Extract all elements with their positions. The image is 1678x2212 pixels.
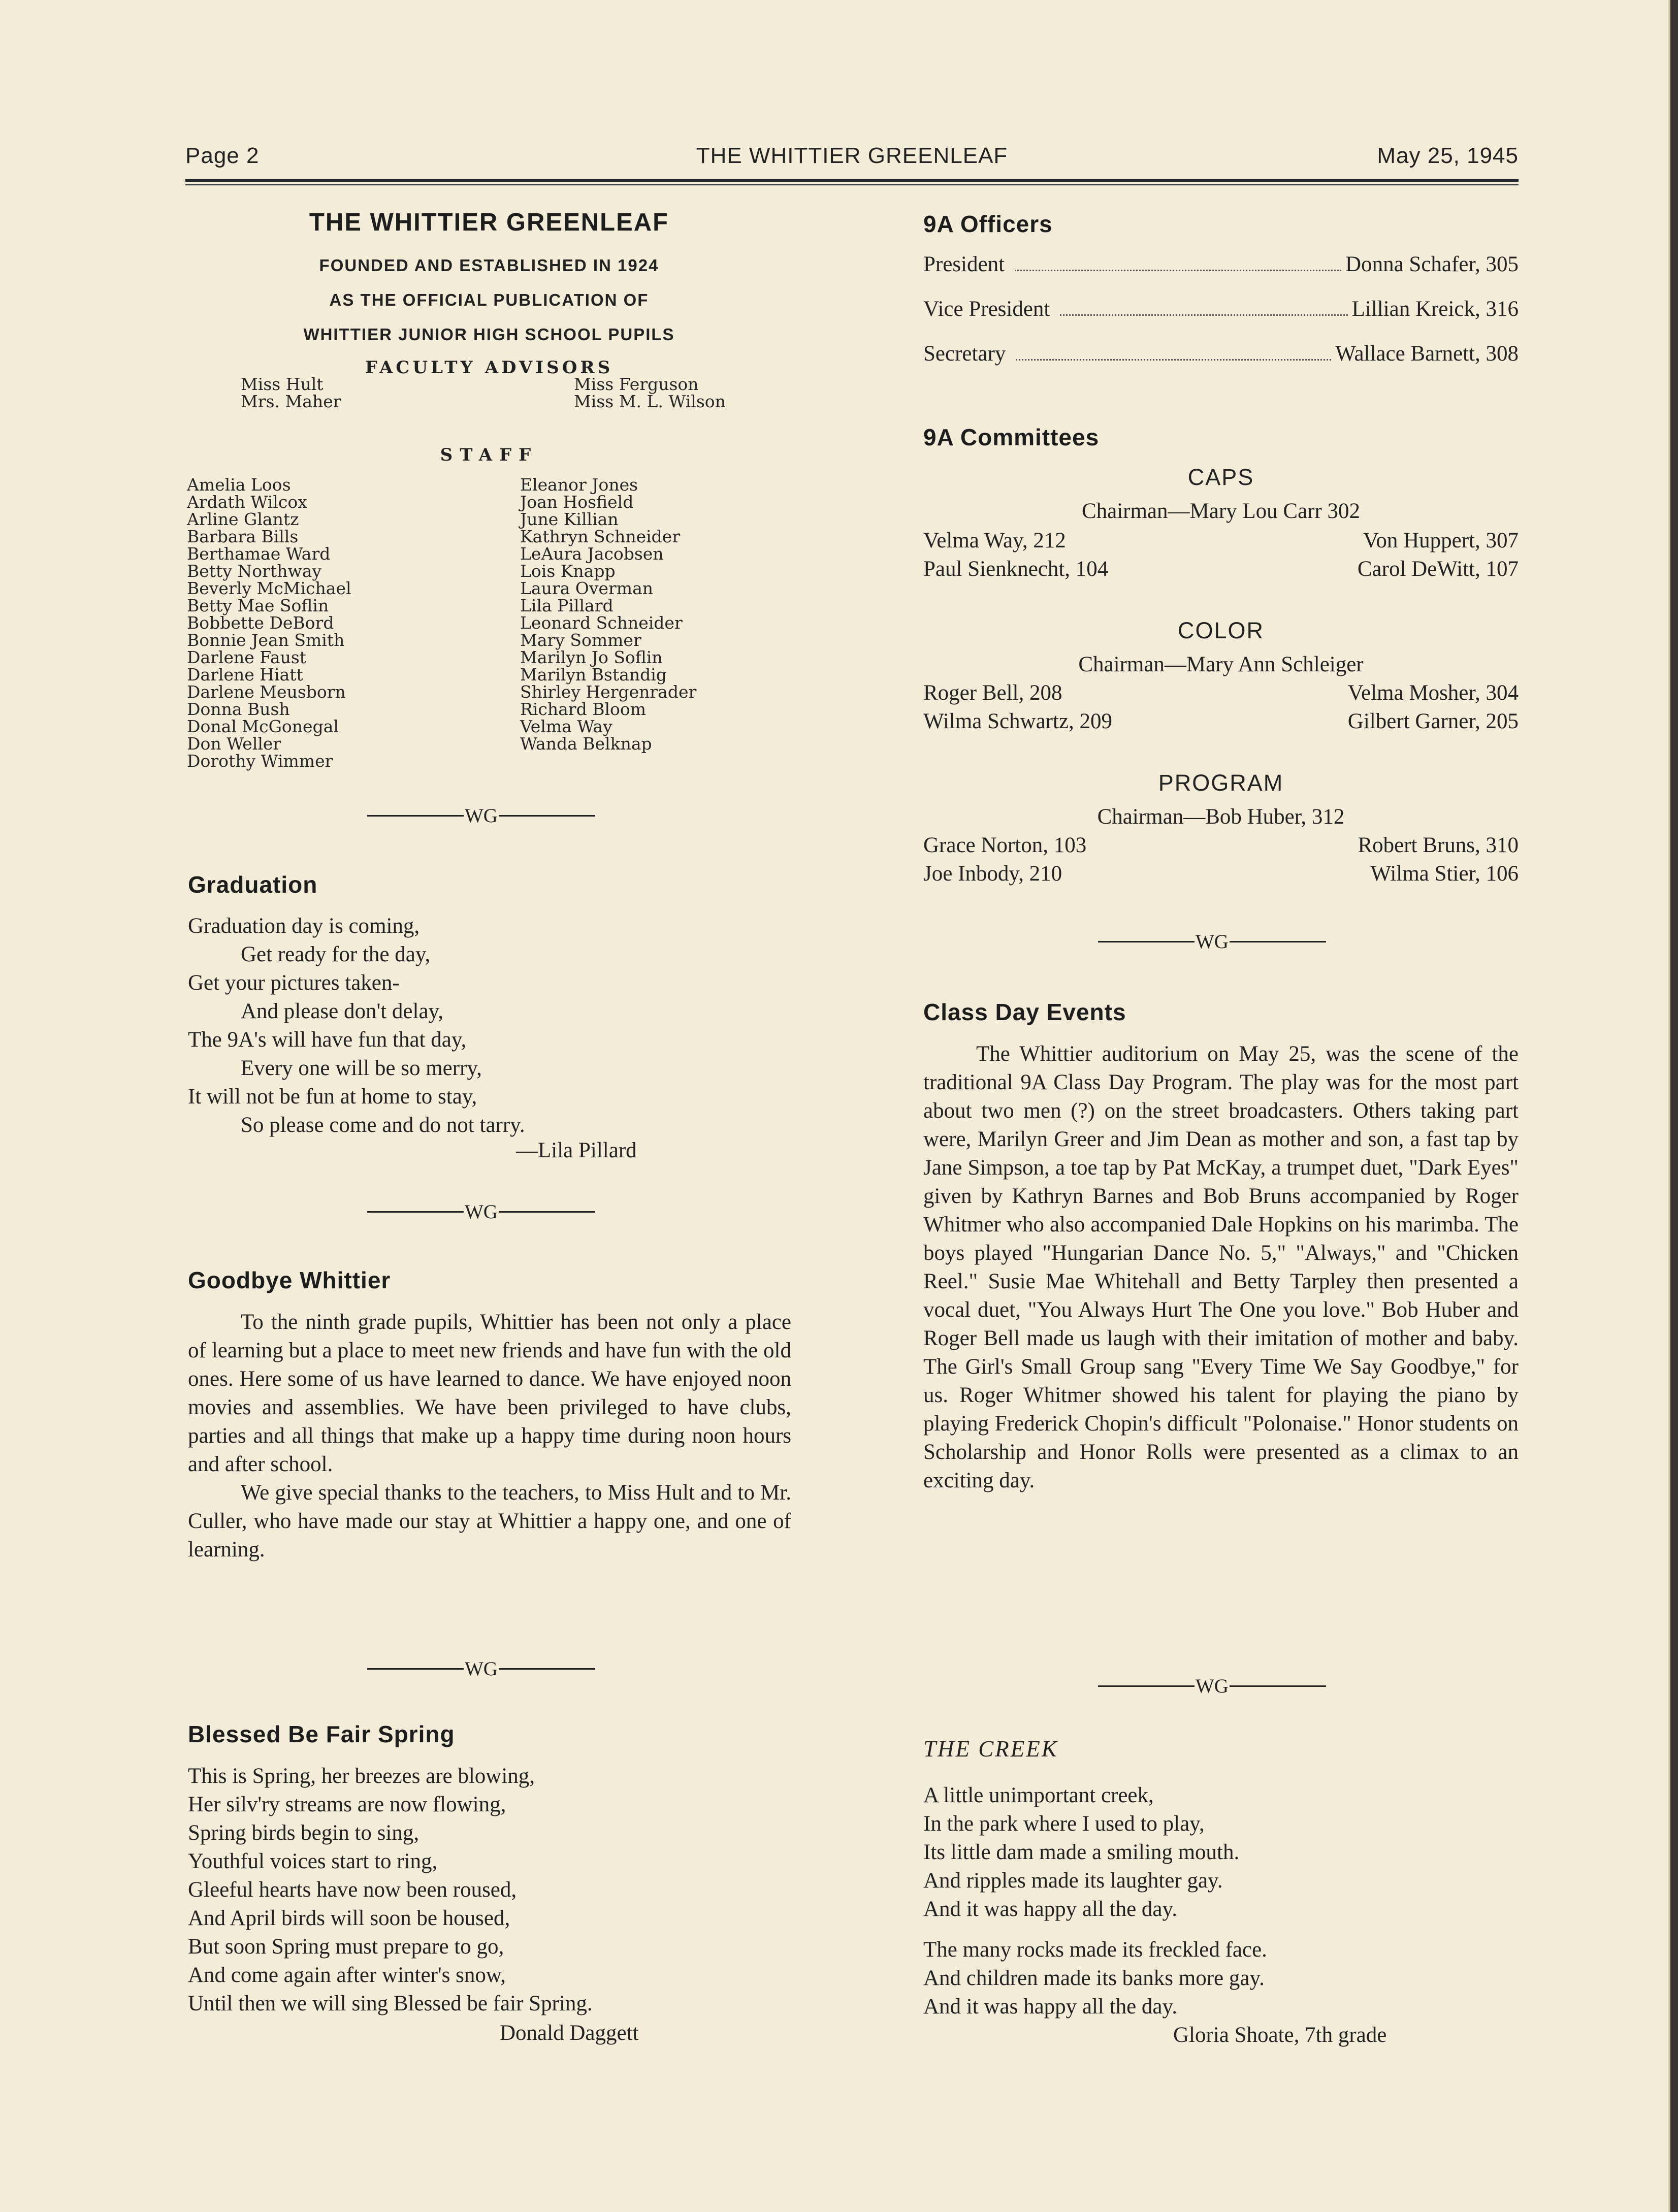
staff-member: Laura Overman [520,578,654,598]
staff-member: Donna Bush [187,699,290,719]
staff-member: Betty Northway [187,561,322,581]
member: Joe Inbody, 210 [923,862,1062,886]
member: Velma Mosher, 304 [1347,681,1519,705]
member: Grace Norton, 103 [923,833,1087,857]
poem-line: Gleeful hearts have now been roused, [188,1878,517,1902]
poem-line: It will not be fun at home to stay, [188,1085,477,1109]
staff-member: Dorothy Wimmer [187,751,333,771]
goodbye-article [188,1308,791,1564]
advisors-left [241,376,341,410]
masthead-line-1: FOUNDED AND ESTABLISHED IN 1924 [319,256,659,275]
spring-heading: Blessed Be Fair Spring [188,1721,455,1747]
poem-line: Get your pictures taken- [188,971,400,995]
officer-role: President [923,252,1005,276]
poem-line: Youthful voices start to ring, [188,1849,438,1873]
committees-heading: 9A Committees [923,424,1100,450]
member: Roger Bell, 208 [923,681,1062,705]
staff-member: June Killian [520,509,619,529]
poem-line: But soon Spring must prepare to go, [188,1935,504,1959]
staff-member: Don Weller [187,734,281,754]
masthead-title: THE WHITTIER GREENLEAF [309,209,669,236]
advisor: Miss Ferguson [574,374,699,394]
staff-member: Betty Mae Soflin [187,596,329,615]
creek-heading: THE CREEK [923,1736,1058,1762]
member: Wilma Schwartz, 209 [923,709,1113,733]
officer-row [923,341,1519,366]
member: Carol DeWitt, 107 [1357,557,1519,581]
poem-line: The many rocks made its freckled face. [923,1938,1267,1962]
advisors-right [574,376,726,410]
running-header [185,143,1519,174]
goodbye-heading: Goodbye Whittier [188,1267,391,1293]
staff-member: Berthamae Ward [187,544,331,564]
staff-member: Arline Glantz [187,509,299,529]
officer-row [923,252,1519,277]
graduation-poem [188,912,525,1140]
color-chairman: Chairman—Mary Ann Schleiger [1078,653,1364,676]
staff-member: Beverly McMichael [187,578,351,598]
poem-line: And children made its banks more gay. [923,1966,1265,1990]
creek-author: Gloria Shoate, 7th grade [1173,2023,1387,2047]
staff-list-left [187,476,351,770]
staff-list-right [520,476,696,753]
staff-member: Shirley Hergenrader [520,682,697,702]
poem-line: The 9A's will have fun that day, [188,1028,467,1052]
poem-line: And it was happy all the day. [923,1897,1177,1921]
poem-line: Every one will be so merry, [241,1056,482,1080]
staff-heading: STAFF [440,445,538,465]
staff-member: Barbara Bills [187,527,299,546]
officer-role: Secretary [923,342,1006,366]
member: Velma Way, 212 [923,529,1066,552]
divider-wg: WG [367,1200,595,1223]
advisor: Miss M. L. Wilson [574,392,726,411]
creek-stanza-1 [923,1781,1239,1924]
poem-line: And it was happy all the day. [923,1995,1177,2019]
staff-member: Lila Pillard [520,596,614,615]
officer-row [923,297,1519,321]
staff-member: Mary Sommer [520,630,641,650]
class-day-heading: Class Day Events [923,999,1126,1025]
header-date: May 25, 1945 [1377,143,1519,168]
officers-heading: 9A Officers [923,211,1053,237]
officer-name: Wallace Barnett, 308 [1335,342,1519,366]
advisor: Miss Hult [241,374,324,394]
staff-member: Marilyn Bstandig [520,665,667,685]
staff-member: Joan Hosfield [520,492,634,512]
advisor: Mrs. Maher [241,392,341,411]
staff-member: Ardath Wilcox [187,492,307,512]
poem-line: Its little dam made a smiling mouth. [923,1840,1240,1864]
poem-line: Graduation day is coming, [188,914,420,938]
program-title: PROGRAM [1158,770,1284,796]
member: Von Huppert, 307 [1363,529,1519,552]
staff-member: Marilyn Jo Soflin [520,647,663,667]
staff-member: Bonnie Jean Smith [187,630,345,650]
staff-member: Eleanor Jones [520,475,638,495]
staff-member: Leonard Schneider [520,613,683,633]
graduation-author: —Lila Pillard [516,1138,637,1162]
dot-leader [1016,359,1331,361]
poem-line: This is Spring, her breezes are blowing, [188,1764,535,1788]
program-chairman: Chairman—Bob Huber, 312 [1097,805,1345,829]
member: Robert Bruns, 310 [1358,833,1519,857]
spring-author: Donald Daggett [500,2021,639,2045]
header-title: THE WHITTIER GREENLEAF [696,143,1008,168]
poem-line: Until then we will sing Blessed be fair Spring. [188,1992,593,2015]
divider-wg: WG [367,804,595,827]
poem-line: A little unimportant creek, [923,1783,1154,1807]
header-rule-thick [185,179,1519,182]
staff-member: Wanda Belknap [520,734,652,754]
officer-name: Lillian Kreick, 316 [1351,297,1519,321]
officer-role: Vice President [923,297,1050,321]
staff-member: Bobbette DeBord [187,613,334,633]
poem-line: Get ready for the day, [241,942,431,966]
staff-member: Velma Way [520,717,612,736]
faculty-advisors-heading: FACULTY ADVISORS [365,357,614,378]
poem-line: And ripples made its laughter gay. [923,1869,1223,1893]
page-number: Page 2 [185,143,260,168]
staff-member: LeAura Jacobsen [520,544,664,564]
paragraph: To the ninth grade pupils, Whittier has been not only a place of learning but a place to meet new friends and have fun with the old ones. Here some of us have learned to dance. We have enjoyed noon movies and assemblies. We have been privileged to have clubs, parties and all things that make up a happy time during noon hours and after school. [188,1310,791,1476]
masthead-line-3: WHITTIER JUNIOR HIGH SCHOOL PUPILS [303,325,675,344]
divider-wg: WG [367,1657,595,1680]
paragraph: The Whittier auditorium on May 25, was the scene of the traditional 9A Class Day Program. The play was for the most part about two men (?) on the street broadcasters. Others taking part were, Marilyn Greer and Jim Dean as mother and son, a fast tap by Jane Simpson, a toe tap by Pat McKay, a trumpet duet, "Dark Eyes" given by Kathryn Barnes and Bob Bruns accompanied by Roger Whitmer who also accompanied Dale Hopkins on his marimba. The boys played "Hungarian Dance No. 5," "Always," and "Chicken Reel." Susie Mae Whitehall and Betty Tarpley then presented a vocal duet, "You Always Hurt The One you love." Bob Huber and Roger Bell made us laugh with their imitation of mother and baby. The Girl's Small Group sang "Every Time We Say Goodbye," for us. Roger Whitmer showed his talent for playing the piano by playing Frederick Chopin's difficult "Polonaise." Honor students on Scholarship and Honor Rolls were presented as a climax to an exciting day. [923,1042,1519,1492]
graduation-heading: Graduation [188,871,318,898]
creek-stanza-2 [923,1936,1267,2021]
staff-member: Donal McGonegal [187,717,339,736]
caps-chairman: Chairman—Mary Lou Carr 302 [1081,499,1361,523]
masthead-line-2: AS THE OFFICIAL PUBLICATION OF [329,290,649,309]
staff-member: Richard Bloom [520,699,647,719]
header-rule-thin [185,184,1519,185]
poem-line: In the park where I used to play, [923,1812,1205,1836]
dot-leader [1060,314,1347,316]
staff-member: Darlene Hiatt [187,665,303,685]
staff-member: Lois Knapp [520,561,616,581]
caps-title: CAPS [1187,464,1254,490]
paragraph: We give special thanks to the teachers, to Miss Hult and to Mr. Culler, who have made our stay at Whittier a happy one, and one of learning. [188,1481,791,1562]
divider-wg: WG [1098,1675,1326,1698]
spring-poem [188,1762,593,2018]
poem-line: Her silv'ry streams are now flowing, [188,1793,506,1816]
color-title: COLOR [1177,617,1265,643]
poem-line: And April birds will soon be housed, [188,1906,510,1930]
staff-member: Darlene Meusborn [187,682,346,702]
staff-member: Kathryn Schneider [520,527,681,546]
class-day-article [923,1040,1519,1495]
poem-line: Spring birds begin to sing, [188,1821,420,1845]
officer-name: Donna Schafer, 305 [1345,252,1519,276]
staff-member: Amelia Loos [187,475,291,495]
poem-line: So please come and do not tarry. [241,1113,525,1137]
dot-leader [1015,270,1341,271]
poem-line: And please don't delay, [241,999,444,1023]
member: Wilma Stier, 106 [1370,862,1519,886]
member: Gilbert Garner, 205 [1347,709,1519,733]
staff-member: Darlene Faust [187,647,307,667]
member: Paul Sienknecht, 104 [923,557,1109,581]
poem-line: And come again after winter's snow, [188,1963,506,1987]
divider-wg: WG [1098,930,1326,953]
